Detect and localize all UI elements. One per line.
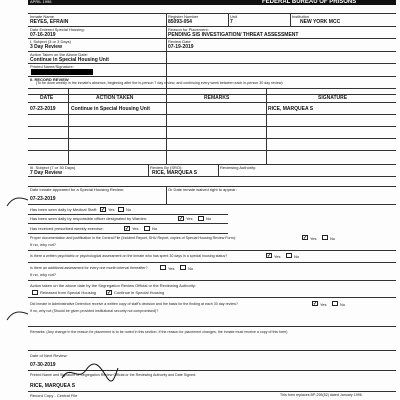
col-date: DATE [40, 95, 54, 101]
register-value: 85093-054 [168, 19, 192, 25]
reason-value: PENDING SIS INVESTIGATION/ THREAT ASSESSMENT [168, 32, 299, 38]
q1-yes-label: Yes [108, 207, 115, 212]
date-appeared-label: Date inmate appeared for a Special Housing Review: [30, 187, 125, 192]
q6-no-checkbox[interactable] [180, 265, 186, 270]
col-action: ACTION TAKEN [96, 95, 134, 101]
q6-label: Is there an additional assessment for every one month interval thereafter? [30, 266, 148, 270]
institution-label: Institution [292, 14, 310, 19]
released-checkbox[interactable] [32, 290, 38, 295]
agency-title: FEDERAL BUREAU OF PRISONS [262, 0, 357, 5]
q1-no-label: No [126, 207, 132, 212]
col-signature: SIGNATURE [318, 95, 348, 101]
review-date-value: 07-19-2019 [168, 44, 194, 50]
q3-label: Has received prescribed weekly exercise: [30, 226, 104, 231]
review-by-label: Review By (SRO): [150, 165, 183, 170]
record-review-subtitle: (To be done weekly in the inmate's absence, beginning after the in-person 7 day review, and continuing every week between each in-person 30 day review) [36, 81, 283, 85]
q8-yes-checkbox[interactable]: ✓ [313, 301, 318, 307]
continue-checkbox[interactable]: ✓ [107, 290, 112, 296]
record-row-signature: RICE, MARQUEA S [268, 106, 314, 112]
q1-label: Has been seen daily by Medical Staff: [30, 207, 97, 212]
q5-label: Is there a written psychiatric or psychological assessment on the inmate who has spent 30 days in a special housing status? [30, 254, 228, 258]
q4-yes-label: Yes [310, 236, 317, 241]
printed-signature-label: Printed Name and Signature of Segregation Review Official or the Reviewing Authority and Date Signed: [30, 373, 196, 377]
date-appeared-value: 07-23-2019 [30, 196, 56, 202]
q8-why-label: If no, why not (Should be given provided institutional security not compromised)? [30, 309, 159, 313]
section1-label: I. Subject (3 or 3 Days) [30, 39, 71, 44]
section3-label: III. Subject (7 or 30 Days) [30, 165, 76, 170]
inmate-name-value: REYES, EFRAIN [30, 19, 69, 25]
q5-yes-checkbox[interactable]: ✓ [267, 253, 272, 259]
released-label: Released from Special Housing [40, 290, 97, 295]
q2-yes-label: Yes [186, 216, 193, 221]
record-row-action: Continue in Special Housing Unit [71, 106, 150, 112]
printed-signature-value: RICE, MARQUEA S [30, 383, 76, 389]
action-value: Continue in Special Housing Unit [30, 57, 109, 63]
next-review-value: 07-30-2019 [30, 362, 56, 368]
reason-label: Reason for Placement: [168, 27, 209, 32]
record-review-title: II. RECORD REVIEW [30, 77, 69, 82]
record-row-date: 07-23-2019 [30, 106, 56, 112]
q6-yes-label: Yes [168, 266, 175, 271]
signature-scribble-icon [60, 362, 120, 384]
q6-yes-checkbox[interactable] [160, 265, 166, 270]
review-type-value: 3 Day Review [30, 44, 62, 50]
q4-label: Proper documentation and justification in the Central File (Incident Report, SHU Report, copies of Special Housing Review Form): [30, 236, 236, 240]
review-by-value: RICE, MARQUEA S [152, 170, 198, 176]
form-code: APRIL 1996 [30, 0, 52, 4]
date-entered-label: Date Entered Special Housing: [30, 27, 85, 32]
q3-no-checkbox[interactable] [144, 226, 150, 231]
q3-yes-label: Yes [132, 226, 139, 231]
q3-no-label: No [152, 226, 158, 231]
record-copy-label: Record Copy - Central File [30, 393, 78, 398]
register-label: Register Number [168, 14, 199, 19]
unit-label: Unit [230, 14, 238, 19]
col-remarks: REMARKS [204, 95, 230, 101]
unit-value: 7 [230, 19, 233, 25]
redaction-bar [31, 69, 93, 75]
inmate-name-label: Inmate Name [30, 14, 55, 19]
q8-yes-label: Yes [320, 302, 327, 307]
q2-no-checkbox[interactable] [198, 216, 204, 221]
q2-no-label: No [206, 216, 212, 221]
action-label: Action Taken on the Above Date: [30, 52, 88, 57]
q1-yes-checkbox[interactable]: ✓ [101, 207, 106, 213]
form-replacement-note: This form replaces BP-295(52) dated January 1996 [280, 393, 362, 397]
reviewing-authority-label: Reviewing Authority: [220, 165, 257, 170]
q2-yes-checkbox[interactable]: ✓ [179, 216, 184, 222]
q4-no-checkbox[interactable] [322, 235, 328, 240]
q7-label: Action taken on the above date by the Segregation Review Official or the Reviewing Authority: [30, 283, 197, 288]
next-review-label: Date of Next Review: [30, 353, 68, 358]
review-date-label: Review Date [168, 39, 191, 44]
institution-value: NEW YORK MCC [300, 19, 341, 25]
q3-yes-checkbox[interactable]: ✓ [125, 226, 130, 232]
continue-label: Continue in Special Housing [114, 290, 165, 295]
date-entered-value: 07-16-2019 [30, 32, 56, 38]
q1-no-checkbox[interactable] [118, 207, 124, 212]
q6-no-label: No [188, 266, 194, 271]
q4-why-label: If no, why not? [30, 242, 57, 247]
q5-no-checkbox[interactable] [286, 253, 292, 258]
section3-value: 7 Day Review [30, 170, 62, 176]
q2-label: Has been seen daily by responsible officer designated by Warden: [30, 216, 148, 221]
margin-mark-icon [6, 194, 30, 210]
printed-name-label: Printed Name/Signature: [30, 64, 74, 69]
q8-no-label: No [340, 302, 346, 307]
q5-no-label: No [294, 254, 300, 259]
q6-why-label: If no, why not? [30, 272, 57, 277]
q8-label: Did inmate in Administrative Detention receive a written copy of staff's decision and the basis for the finding at each 30 day review? [30, 302, 238, 306]
q4-no-label: No [330, 236, 336, 241]
margin-mark-icon [6, 308, 30, 324]
remarks-label: Remarks: (Any change in the reason for placement is to be noted in this section. If the reason for placement changes, the inmate must receive a copy of this form) [30, 330, 288, 334]
q5-yes-label: Yes [274, 254, 281, 259]
q4-yes-checkbox[interactable]: ✓ [303, 235, 308, 241]
q8-no-checkbox[interactable] [332, 301, 338, 306]
waived-label: Or Date inmate waived right to appear: [168, 187, 237, 192]
